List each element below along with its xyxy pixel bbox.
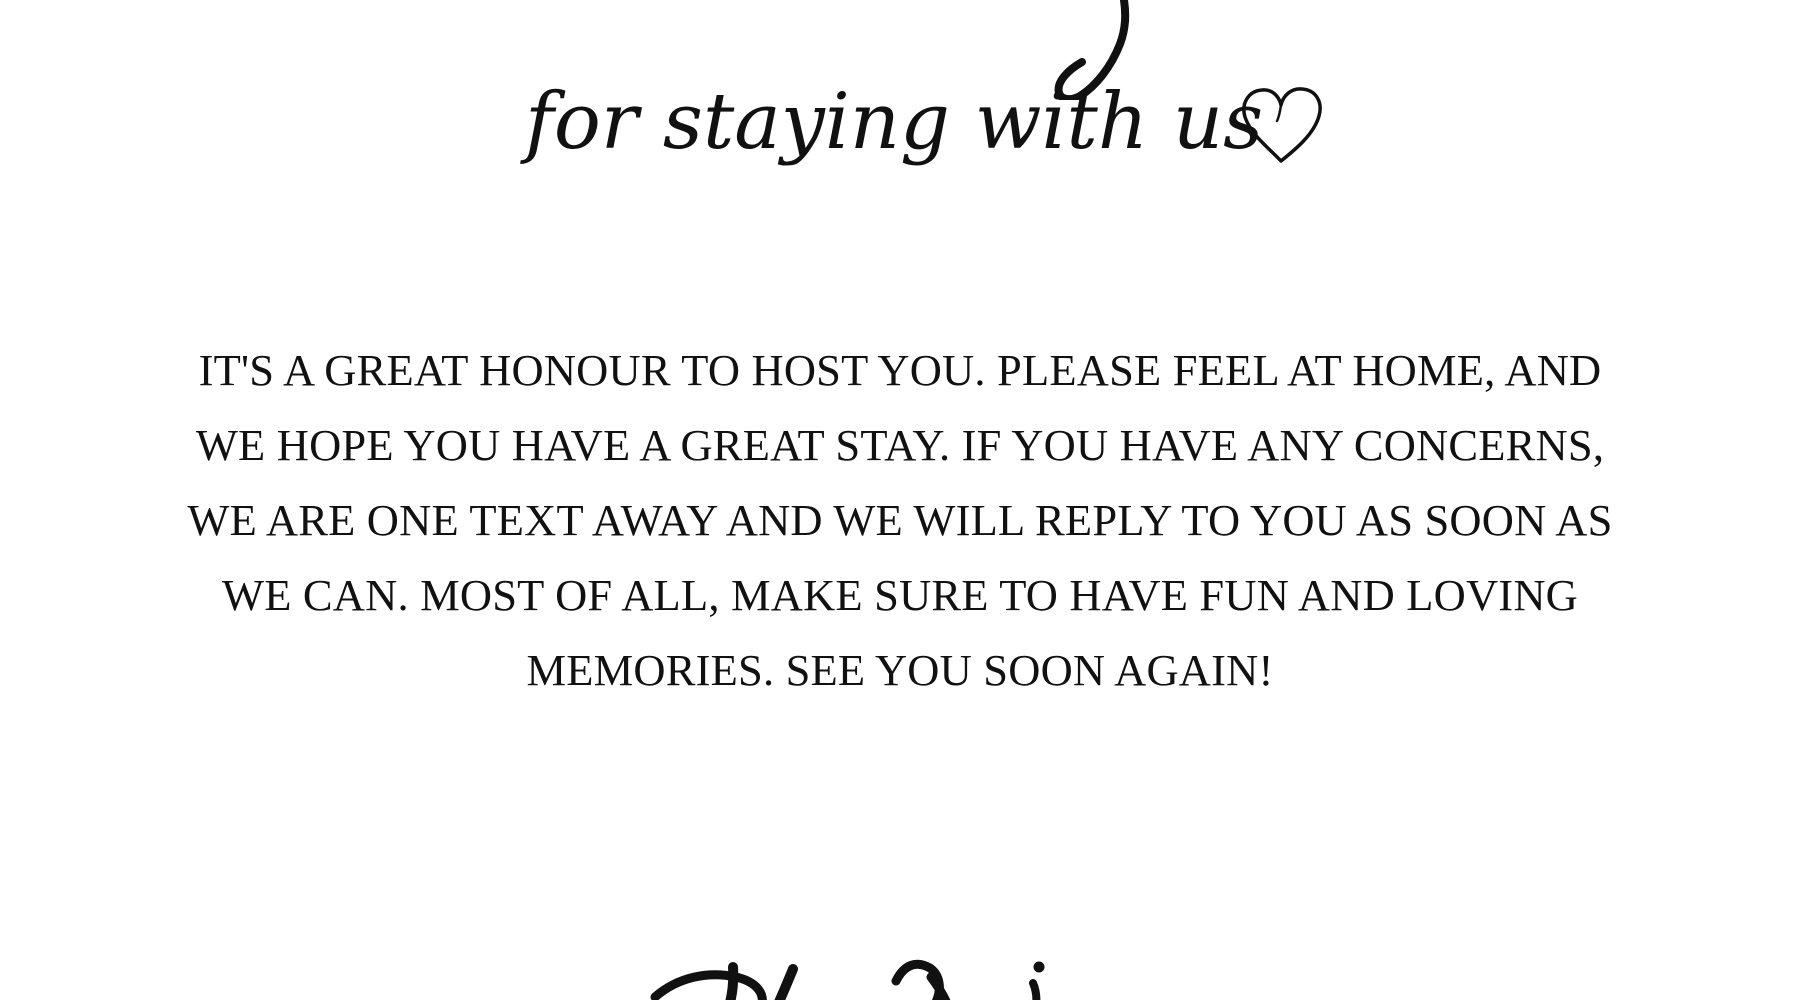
heart-icon [1235, 78, 1327, 170]
signature-crop [640, 955, 1200, 1000]
script-subtitle-text: for staying with us [525, 77, 1264, 167]
signature-image [640, 955, 1200, 1000]
welcome-message: IT'S A GREAT HONOUR TO HOST YOU. PLEASE FEEL AT HOME, AND WE HOPE YOU HAVE A GREAT STAY. IF YOU HAVE ANY CONCERNS, WE ARE ONE TEXT AWAY AND WE WILL REPLY TO YOU AS SOON AS WE CAN. MOST OF ALL, MAKE SURE TO HAVE FUN AND LOVING MEMORIES. SEE YOU SOON AGAIN! [187, 345, 1613, 695]
thank-you-subtitle [525, 70, 1345, 205]
